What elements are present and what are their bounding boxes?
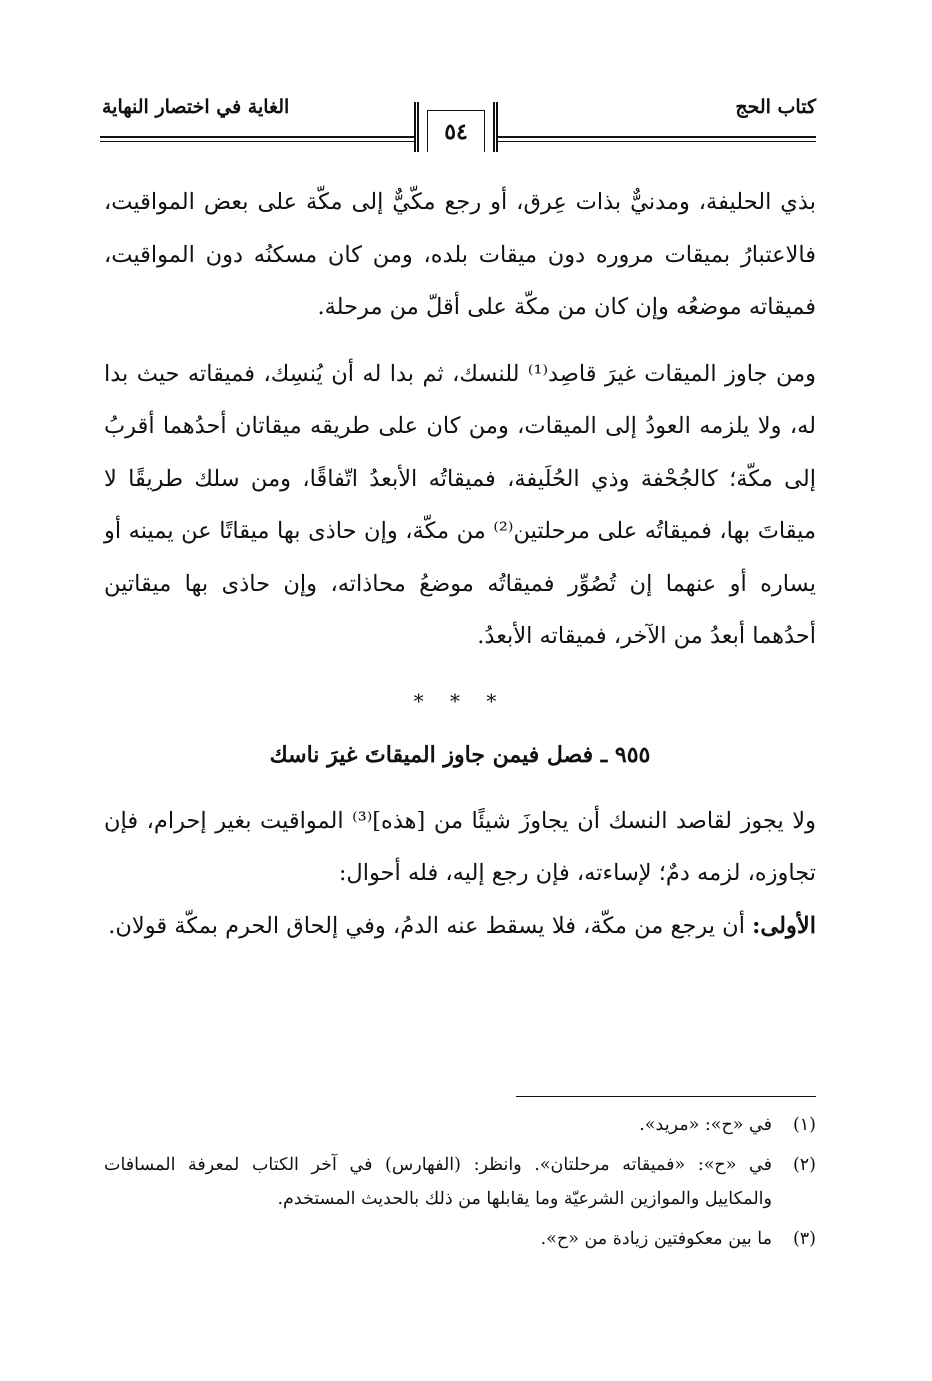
footnote-divider [516, 1096, 816, 1097]
paragraph-3: ولا يجوز لقاصد النسك أن يجاوزَ شيئًا من [هذه]⁽³⁾ المواقيت بغير إحرام، فإن تجاوزه، لزمه دمٌ؛ لإساءته، فإن رجع إليه، فله أحوال: [104, 807, 816, 886]
footnote [104, 1148, 816, 1216]
footnotes [104, 1108, 816, 1262]
section-heading: ٩٥٥ ـ فصل فيمن جاوز الميقاتَ غيرَ ناسك [269, 741, 651, 768]
footnote-number: (١) [792, 1115, 816, 1135]
footnote-text: ما بين معكوفتين زيادة من «ح». [540, 1229, 772, 1249]
main-text [104, 176, 816, 952]
paragraph-1: بذي الحليفة، ومدنيٌّ بذات عِرق، أو رجع مكّيٌّ إلى مكّة على بعض المواقيت، فالاعتبارُ بميقات مروره دون ميقات بلده، ومن كان مسكنُه دون المواقيت، فميقاته موضعُه وإن كان من مكّة على أقلّ من مرحلة. [104, 189, 816, 320]
footnote [104, 1222, 816, 1256]
paragraph-4-lead: الأولى: [752, 912, 816, 939]
page-number: ٥٤ [427, 110, 485, 152]
paragraph-4-text: أن يرجع من مكّة، فلا يسقط عنه الدمُ، وفي إلحاق الحرم بمكّة قولان. [108, 912, 753, 939]
footnote [104, 1108, 816, 1142]
section-separator: * * * [413, 688, 507, 713]
footnote-text: في «ح»: «مريد». [639, 1115, 772, 1135]
chapter-title: كتاب الحج [735, 96, 816, 118]
page-header [100, 92, 816, 162]
paragraph-2: ومن جاوز الميقات غيرَ قاصِد⁽¹⁾ للنسك، ثم بدا له أن يُنسِك، فميقاته حيث بدا له، ولا يلزمه العودُ إلى الميقات، ومن كان على طريقه ميقاتان أحدُهما أقربُ إلى مكّة؛ كالجُحْفة وذي الحُلَيفة، فميقاتُه الأبعدُ اتّفاقًا، ومن سلك طريقًا لا ميقاتَ بها، فميقاتُه على مرحلتين⁽²⁾ من مكّة، وإن حاذى بها ميقاتًا عن يمينه أو يساره أو عنهما إن تُصُوِّر فميقاتُه موضعُ محاذاته، وإن حاذى بها ميقاتين أحدُهما أبعدُ من الآخر، فميقاته الأبعدُ. [104, 360, 816, 649]
footnote-number: (٢) [792, 1155, 816, 1175]
book-title: الغاية في اختصار النهاية [102, 96, 290, 118]
footnote-number: (٣) [792, 1229, 816, 1249]
page-number-frame [414, 102, 498, 152]
footnote-text: في «ح»: «فميقاته مرحلتان». وانظر: (الفهارس) في آخر الكتاب لمعرفة المسافات والمكاييل والموازين الشرعيّة وما يقابلها من ذلك بالحديث المستخدم. [104, 1155, 772, 1209]
paragraph-4 [104, 900, 816, 953]
